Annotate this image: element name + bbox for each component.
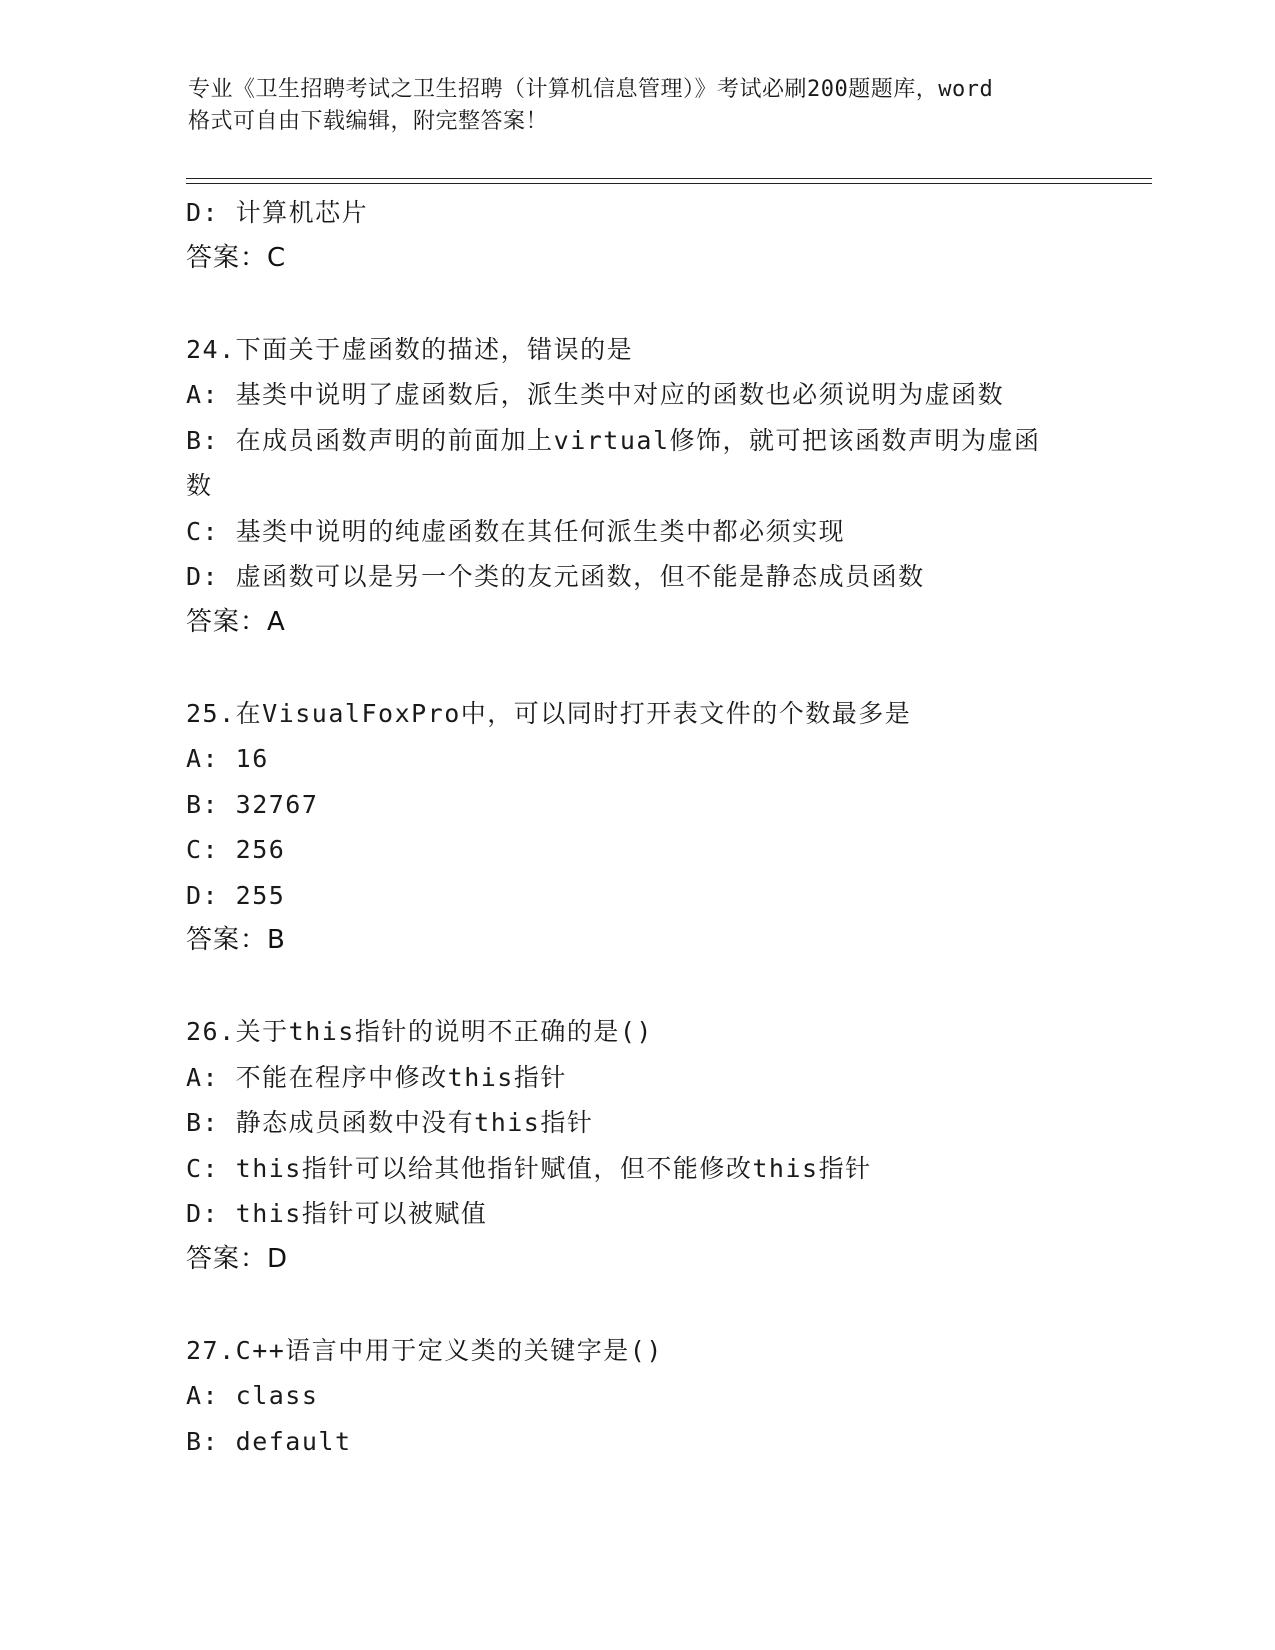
question-stem: 27.C++语言中用于定义类的关键字是()	[186, 1335, 663, 1365]
question-stem: 26.关于this指针的说明不正确的是()	[186, 1017, 653, 1046]
question-list	[186, 190, 1086, 1464]
question-26	[186, 1009, 1086, 1282]
header-divider-top	[186, 178, 1152, 179]
answer-line: 答案：D	[186, 1243, 289, 1274]
option-d: D: 255	[186, 880, 286, 910]
spacer	[186, 964, 1086, 1010]
answer-line: 答案：A	[186, 606, 286, 637]
question-stem: 25.在VisualFoxPro中，可以同时打开表文件的个数最多是	[186, 698, 912, 728]
spacer	[186, 645, 1086, 691]
spacer	[186, 1282, 1086, 1328]
header-title-line-2: 格式可自由下载编辑，附完整答案！	[188, 109, 549, 134]
answer-line: 答案：C	[186, 242, 287, 273]
option-a: A: 基类中说明了虚函数后，派生类中对应的函数也必须说明为虚函数	[186, 380, 1005, 409]
question-27	[186, 1328, 1086, 1465]
option-a: A: class	[186, 1381, 319, 1410]
option-d: D: this指针可以被赋值	[186, 1199, 488, 1228]
option-c: C: 基类中说明的纯虚函数在其任何派生类中都必须实现	[186, 516, 846, 546]
answer-line: 答案：B	[186, 925, 286, 955]
option-a: A: 16	[186, 744, 269, 773]
option-c: C: 256	[186, 835, 286, 864]
document-header	[188, 74, 1088, 138]
option-a: A: 不能在程序中修改this指针	[186, 1062, 567, 1092]
question-stem: 24.下面关于虚函数的描述，错误的是	[186, 334, 634, 364]
question-25	[186, 691, 1086, 964]
option-d: D: 虚函数可以是另一个类的友元函数，但不能是静态成员函数	[186, 562, 925, 591]
header-title-line-1: 专业《卫生招聘考试之卫生招聘（计算机信息管理）》考试必刷200题题库，word	[188, 77, 994, 102]
option-b: B: 32767	[186, 789, 319, 819]
option-d: D: 计算机芯片	[186, 198, 369, 227]
header-divider-bottom	[186, 183, 1152, 184]
question-24	[186, 327, 1086, 646]
option-b: B: default	[186, 1426, 352, 1456]
previous-question-tail	[186, 190, 1086, 281]
spacer	[186, 281, 1086, 327]
option-b: B: 静态成员函数中没有this指针	[186, 1108, 594, 1137]
option-b: B: 在成员函数声明的前面加上virtual修饰，就可把该函数声明为虚函数	[186, 425, 1041, 500]
option-c: C: this指针可以给其他指针赋值，但不能修改this指针	[186, 1153, 872, 1183]
